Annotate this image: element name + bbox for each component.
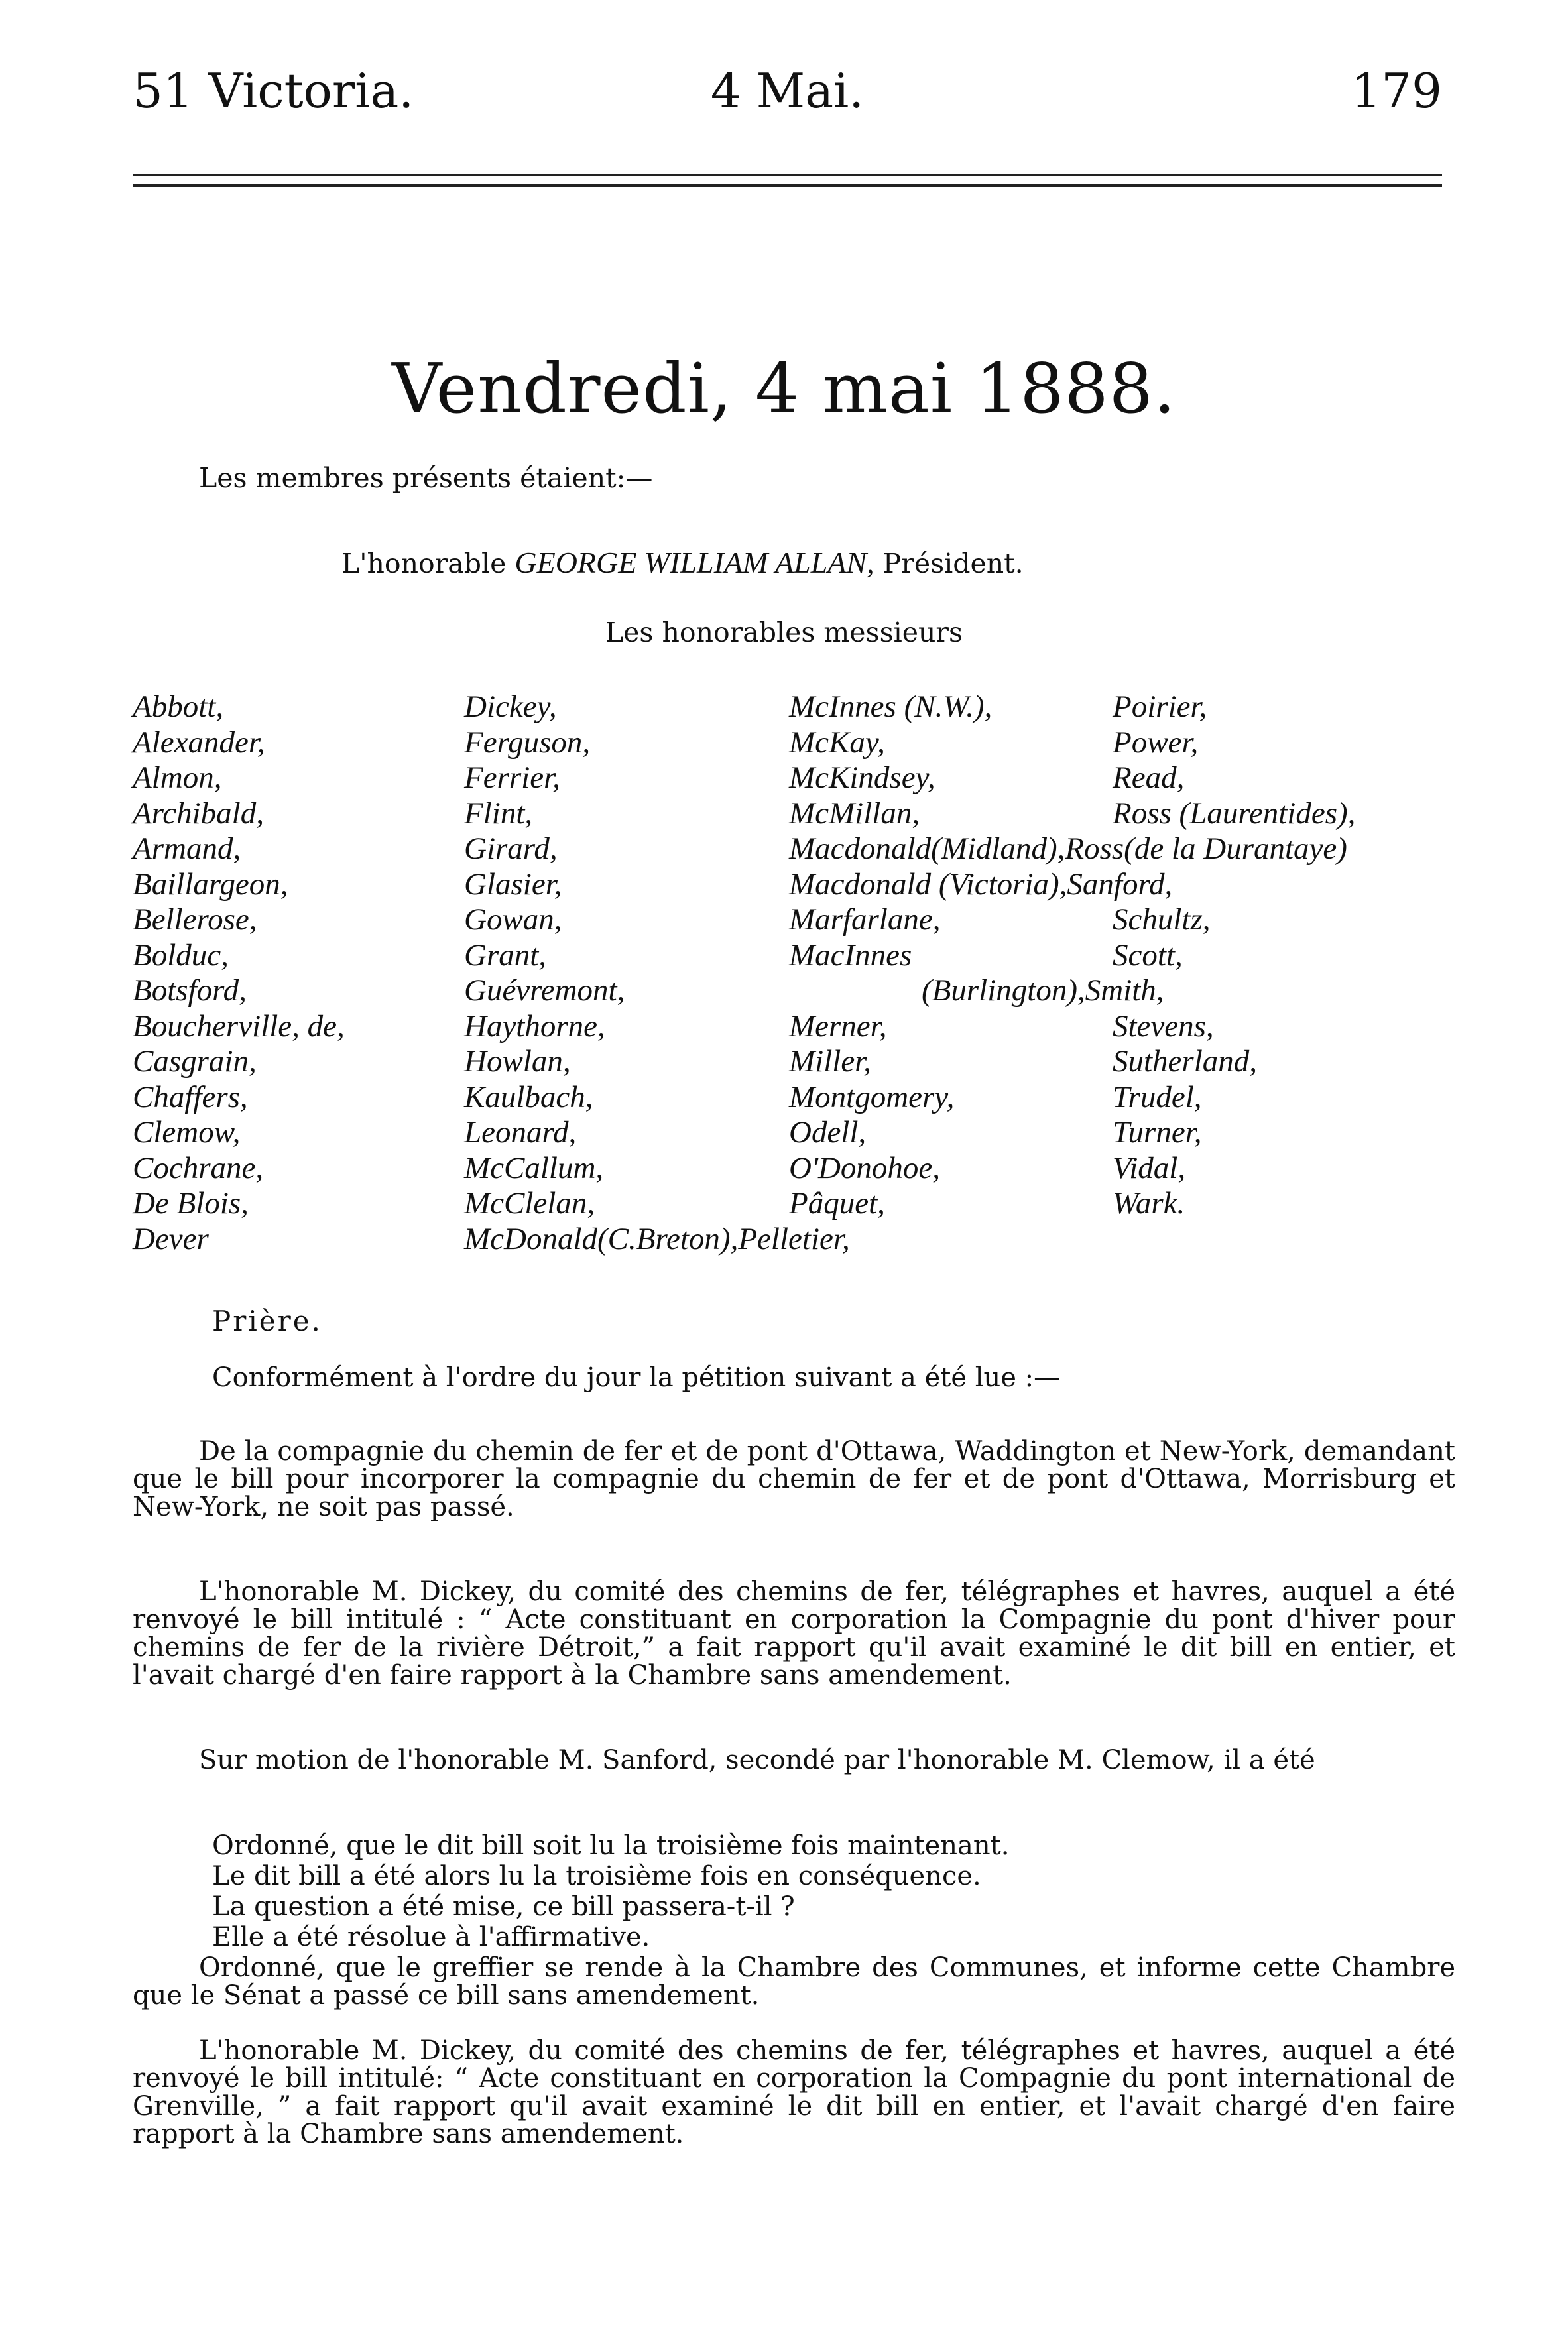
member-name: Abbott,: [133, 689, 224, 724]
order-line: Ordonné, que le dit bill soit lu la troisième fois maintenant.: [212, 1830, 1010, 1861]
member-name: Bolduc,: [133, 937, 229, 973]
messieurs-heading: Les honorables messieurs: [605, 617, 963, 648]
member-name: McKindsey,: [789, 760, 935, 795]
member-name: Bellerose,: [133, 902, 257, 937]
member-name: Montgomery,: [789, 1079, 955, 1114]
members-column-1: [133, 689, 345, 1257]
member-name: Dickey,: [464, 689, 557, 724]
member-name: Miller,: [789, 1044, 872, 1079]
member-name: Grant,: [464, 937, 547, 973]
member-name: Odell,: [789, 1115, 867, 1150]
member-name: Poirier,: [1113, 689, 1207, 724]
member-name: [1113, 831, 1355, 867]
president-line: [341, 545, 1024, 580]
member-name: [1113, 973, 1355, 1009]
member-name: Gowan,: [464, 902, 562, 937]
member-name: De Blois,: [133, 1186, 249, 1221]
paragraph-body: Sur motion de l'honorable M. Sanford, secondé par l'honorable M. Clemow, il a été: [199, 1745, 1315, 1775]
member-name: Stevens,: [1113, 1008, 1214, 1043]
member-name: Read,: [1113, 760, 1185, 795]
member-name: McKay,: [789, 725, 885, 760]
member-name: O'Donohoe,: [789, 1150, 941, 1185]
member-name: Vidal,: [1113, 1150, 1186, 1185]
committee-report-1: [133, 1578, 1455, 1689]
member-name: Almon,: [133, 760, 222, 795]
member-name: Trudel,: [1113, 1079, 1202, 1114]
member-name: Baillargeon,: [133, 866, 288, 902]
member-name: Marfarlane,: [789, 902, 941, 937]
member-name: McInnes (N.W.),: [789, 689, 993, 724]
member-name: Ferrier,: [464, 760, 560, 795]
member-name: Chaffers,: [133, 1079, 248, 1114]
member-name: McCallum,: [464, 1150, 604, 1185]
paragraph-body: Ordonné, que le greffier se rende à la Chambre des Communes, et informe cette Chambre que le Sénat a passé ce bill sans amendement.: [133, 1952, 1455, 2011]
member-name: Armand,: [133, 831, 241, 866]
member-name: Schultz,: [1113, 902, 1211, 937]
member-name: Dever: [133, 1221, 209, 1256]
member-name: Pâquet,: [789, 1186, 885, 1221]
member-name: Merner,: [789, 1008, 887, 1043]
member-name: Clemow,: [133, 1115, 241, 1150]
member-name: Alexander,: [133, 725, 265, 760]
header-session: 51 Victoria.: [133, 63, 414, 119]
member-name: Archibald,: [133, 796, 264, 831]
members-column-4: [1113, 689, 1355, 1222]
member-name: Guévremont,: [464, 973, 625, 1008]
president-name: GEORGE WILLIAM ALLAN,: [514, 546, 874, 579]
members-intro: Les membres présents étaient:—: [199, 462, 653, 494]
member-name: Sutherland,: [1113, 1044, 1258, 1079]
paragraph-body: L'honorable M. Dickey, du comité des chemins de fer, télégraphes et havres, auquel a été renvoyé le bill intitulé: “ Acte constituant en corporation la Compagnie du pont international de Grenville, ” a fait rapport qu'il avait examiné le dit bill en entier, et l'avait chargé d'en faire rapport à la Chambre sans amendement.: [133, 2035, 1455, 2149]
member-name: Haythorne,: [464, 1008, 605, 1043]
member-name: [1113, 867, 1355, 903]
motion-text: [133, 1746, 1455, 1774]
member-name: (Burlington),Smith,: [922, 973, 1164, 1008]
section-heading-priere: Prière.: [212, 1305, 322, 1337]
member-name: Turner,: [1113, 1115, 1202, 1150]
member-name: Ferguson,: [464, 725, 591, 760]
page-number: 179: [1351, 63, 1442, 119]
reading-line: Le dit bill a été alors lu la troisième fois en conséquence.: [212, 1861, 981, 1891]
paragraph-body: De la compagnie du chemin de fer et de pont d'Ottawa, Waddington et New-York, demandant que le bill pour incorporer la compagnie du chemin de fer et de pont d'Ottawa, Morrisburg et New-York, ne soit pas passé.: [133, 1436, 1455, 1522]
header-date: 4 Mai.: [710, 63, 865, 119]
petition-intro: Conformément à l'ordre du jour la pétition suivant a été lue :—: [212, 1362, 1061, 1393]
member-name: Ross (Laurentides),: [1113, 796, 1356, 831]
member-name: Power,: [1113, 725, 1199, 760]
member-name: Scott,: [1113, 937, 1183, 973]
member-name: Flint,: [464, 796, 533, 831]
president-suffix: Président.: [874, 548, 1024, 579]
header-rule-top: [133, 174, 1442, 176]
page-title: Vendredi, 4 mai 1888.: [392, 348, 1176, 429]
member-name: Leonard,: [464, 1115, 577, 1150]
members-list: [133, 689, 1459, 1273]
member-name: McClelan,: [464, 1186, 595, 1221]
question-line: La question a été mise, ce bill passera-t-il ?: [212, 1891, 795, 1922]
member-name: Macdonald(Midland),Ross(de la Durantaye): [789, 831, 1347, 866]
order-greffier: [133, 1954, 1455, 2009]
member-name: Boucherville, de,: [133, 1008, 345, 1043]
member-name: MacInnes: [789, 937, 912, 973]
member-name: Howlan,: [464, 1044, 571, 1079]
committee-report-2: [133, 2037, 1455, 2148]
member-name: Glasier,: [464, 866, 562, 902]
header-rule-bottom: [133, 184, 1442, 187]
president-prefix: L'honorable: [341, 548, 515, 579]
member-name: Girard,: [464, 831, 558, 866]
member-name: Macdonald (Victoria),Sanford,: [789, 866, 1173, 902]
resolution-line: Elle a été résolue à l'affirmative.: [212, 1922, 650, 1952]
member-name: Casgrain,: [133, 1044, 257, 1079]
member-name: Cochrane,: [133, 1150, 264, 1185]
member-name: Botsford,: [133, 973, 247, 1008]
petition-text: [133, 1437, 1455, 1521]
paragraph-body: L'honorable M. Dickey, du comité des chemins de fer, télégraphes et havres, auquel a été renvoyé le bill intitulé : “ Acte constituant en corporation la Compagnie du pont d'hiver pour chemins de fer de la rivière Détroit,” a fait rapport qu'il avait examiné le dit bill en entier, et l'avait chargé d'en faire rapport à la Chambre sans amendement.: [133, 1577, 1455, 1691]
running-header: [133, 63, 1442, 129]
member-name: Wark.: [1113, 1186, 1185, 1221]
member-name: McMillan,: [789, 796, 920, 831]
member-name: Kaulbach,: [464, 1079, 593, 1114]
member-name: McDonald(C.Breton),Pelletier,: [464, 1221, 850, 1256]
